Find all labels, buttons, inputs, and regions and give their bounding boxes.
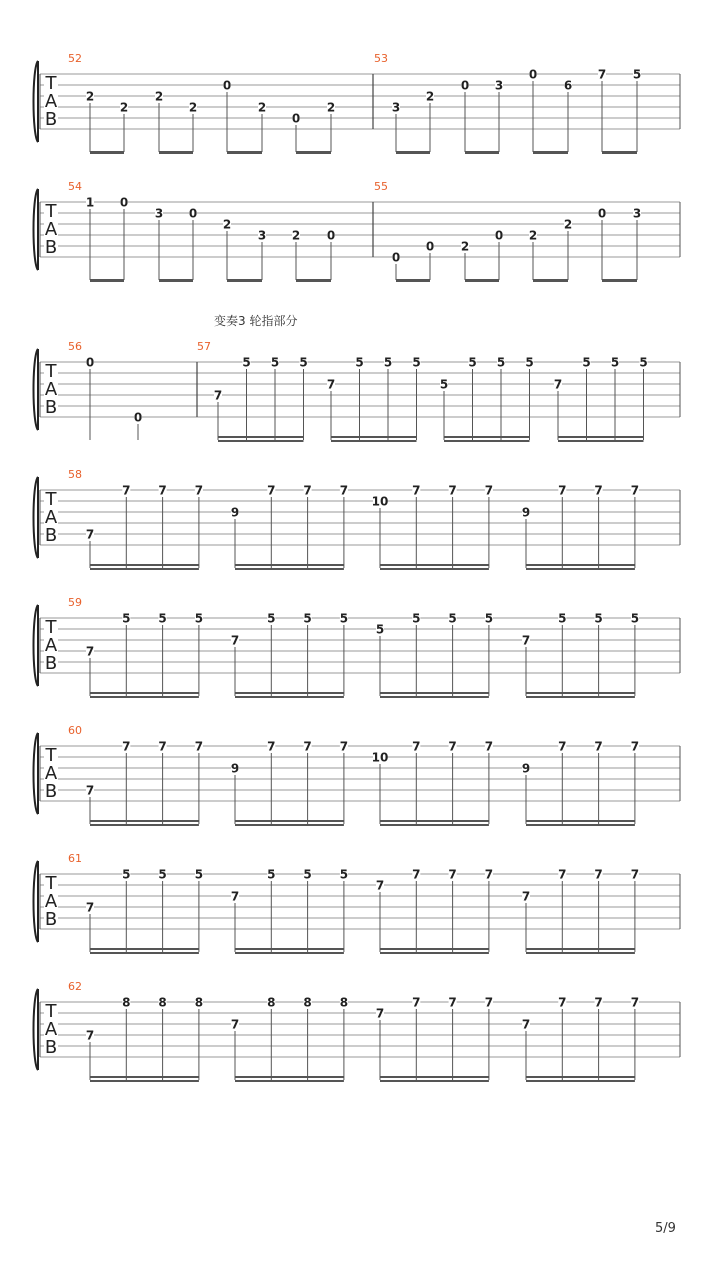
page-number: 5/9 [655,1221,676,1236]
beam [235,696,344,698]
beam-group [522,739,639,826]
fret-number: 7 [553,377,563,392]
fret-number: 7 [484,483,494,498]
fret-number: 5 [582,355,591,370]
fret-number: 5 [383,355,393,370]
tab-clef-letter: B [44,397,58,418]
note-group [392,67,641,154]
system-bracket [34,349,39,430]
fret-number: 7 [375,1006,385,1021]
fret-number: 5 [303,611,312,626]
fret-number: 2 [154,89,164,104]
note-group [392,206,641,282]
measure [68,340,142,440]
fret-number: 7 [194,739,204,754]
fret-number: 2 [257,100,267,115]
fret-number: 5 [194,867,204,882]
fret-number: 5 [122,611,131,626]
fret-number: 5 [194,611,204,626]
fret-number: 7 [267,739,276,754]
beam [465,151,499,154]
beam [227,151,262,154]
beam-group [554,355,648,442]
fret-number: 7 [194,483,204,498]
tab-clef-letter: B [44,1037,58,1058]
tab-clef-letter: T [45,361,57,382]
system-bracket [34,605,39,686]
fret-number: 2 [425,89,435,104]
beam [396,151,430,154]
beam [90,151,124,154]
fret-number: 2 [222,217,232,232]
beam [380,952,489,954]
fret-number: 0 [188,206,198,221]
fret-number: 9 [230,761,240,776]
beam [526,820,635,822]
beam-group [214,355,308,442]
beam [296,151,331,154]
beam [380,820,489,822]
fret-number: 5 [610,355,620,370]
fret-number: 7 [122,739,131,754]
beam [90,1076,199,1078]
fret-number: 7 [484,995,494,1010]
fret-number: 0 [391,250,401,265]
beam-group [440,355,534,442]
measure [373,180,641,282]
fret-number: 9 [521,505,531,520]
note-group [86,355,142,440]
fret-number: 7 [594,739,603,754]
beam [526,696,635,698]
fret-number: 10 [371,494,389,509]
beam-group [376,867,493,954]
beam-group [372,739,493,826]
system-bracket [34,477,39,558]
beam [380,696,489,698]
system-bracket [34,861,39,942]
tab-clef-letter: T [45,873,57,894]
beam [396,279,430,282]
beam [235,1076,344,1078]
beam [380,568,489,570]
fret-number: 7 [594,867,603,882]
tab-clef-letter: B [44,109,58,130]
tab-system [34,980,681,1082]
fret-number: 0 [528,67,538,82]
tab-clef-letter: T [45,201,57,222]
fret-number: 6 [563,78,573,93]
fret-number: 5 [412,355,421,370]
fret-number: 5 [303,867,312,882]
fret-number: 7 [448,483,457,498]
fret-number: 0 [85,355,95,370]
fret-number: 5 [242,355,251,370]
beam [380,824,489,826]
tab-clef-letter: B [44,909,58,930]
fret-number: 7 [326,377,336,392]
measure-number: 56 [68,340,82,353]
tab-clef-letter: A [44,91,58,112]
fret-number: 0 [133,410,143,425]
fret-number: 8 [339,995,349,1010]
beam [602,279,637,282]
fret-number: 5 [558,611,567,626]
fret-number: 0 [425,239,435,254]
beam [526,568,635,570]
beam [444,440,530,442]
fret-number: 5 [594,611,603,626]
tab-system [34,52,681,154]
fret-number: 7 [230,889,240,904]
fret-number: 3 [257,228,267,243]
fret-number: 7 [267,483,276,498]
fret-number: 7 [85,1028,95,1043]
beam [159,151,193,154]
fret-number: 7 [122,483,131,498]
fret-number: 5 [267,611,276,626]
fret-number: 5 [468,355,477,370]
beam [526,952,635,954]
measure [68,724,639,826]
beam-group [327,355,421,442]
measure [68,52,335,154]
fret-number: 7 [339,483,349,498]
fret-number: 7 [230,633,240,648]
beam [235,952,344,954]
fret-number: 5 [158,611,167,626]
beam-group [522,995,639,1082]
fret-number: 7 [230,1017,240,1032]
beam [331,436,417,438]
beam [218,440,304,442]
fret-number: 5 [299,355,308,370]
fret-number: 5 [339,867,349,882]
beam [90,279,124,282]
beam [526,564,635,566]
beam [380,692,489,694]
tab-clef-letter: T [45,617,57,638]
fret-number: 7 [521,889,531,904]
beam [227,279,262,282]
note-group [86,78,335,154]
measure-number: 60 [68,724,82,737]
tab-clef-letter: B [44,237,58,258]
fret-number: 7 [521,1017,531,1032]
fret-number: 1 [85,195,95,210]
tab-clef-letter: T [45,1001,57,1022]
section-label: 变奏3 轮指部分 [214,314,298,328]
system-bracket [34,989,39,1070]
fret-number: 5 [375,622,385,637]
beam [380,1076,489,1078]
fret-number: 7 [558,995,567,1010]
beam-group [86,867,203,954]
tab-clef-letter: B [44,525,58,546]
beam [331,440,417,442]
beam [90,1080,199,1082]
fret-number: 5 [632,67,642,82]
beam [235,824,344,826]
fret-number: 8 [303,995,312,1010]
fret-number: 0 [326,228,336,243]
measure-number: 59 [68,596,82,609]
fret-number: 7 [85,644,95,659]
tab-clef-letter: T [45,489,57,510]
fret-number: 3 [632,206,642,221]
measure-number: 55 [374,180,388,193]
fret-number: 7 [158,483,167,498]
beam [296,279,331,282]
measure-number: 57 [197,340,211,353]
beam [558,436,644,438]
fret-number: 3 [494,78,504,93]
fret-number: 7 [484,739,494,754]
fret-number: 7 [558,483,567,498]
fret-number: 2 [528,228,538,243]
fret-number: 7 [630,483,640,498]
fret-number: 2 [119,100,129,115]
measure [68,980,639,1082]
tab-system [34,340,681,442]
fret-number: 7 [339,739,349,754]
fret-number: 7 [630,995,640,1010]
measure-number: 58 [68,468,82,481]
beam [90,824,199,826]
fret-number: 5 [496,355,506,370]
fret-number: 10 [371,750,389,765]
tab-system [34,852,681,954]
fret-number: 5 [630,611,640,626]
fret-number: 5 [448,611,457,626]
fret-number: 7 [303,483,312,498]
beam-group [522,867,639,954]
tab-clef-letter: A [44,891,58,912]
beam [90,696,199,698]
fret-number: 2 [460,239,470,254]
system-bracket [34,733,39,814]
fret-number: 7 [594,995,603,1010]
beam [90,692,199,694]
measure-number: 53 [374,52,388,65]
fret-number: 7 [594,483,603,498]
measure [68,596,639,698]
fret-number: 7 [412,867,421,882]
measure-number: 54 [68,180,82,193]
beam-group [86,995,203,1082]
beam-group [372,483,493,570]
fret-number: 7 [521,633,531,648]
fret-number: 7 [303,739,312,754]
tab-clef-letter: A [44,635,58,656]
tab-clef-letter: B [44,781,58,802]
fret-number: 2 [85,89,95,104]
fret-number: 5 [270,355,280,370]
tab-system [34,724,681,826]
beam [526,1080,635,1082]
fret-number: 8 [158,995,167,1010]
tab-clef-letter: A [44,763,58,784]
fret-number: 7 [213,388,223,403]
beam [558,440,644,442]
beam [444,436,530,438]
fret-number: 7 [158,739,167,754]
tab-clef-letter: A [44,379,58,400]
measure [68,852,639,954]
beam [465,279,499,282]
fret-number: 7 [558,739,567,754]
beam [380,1080,489,1082]
fret-number: 7 [412,483,421,498]
fret-number: 9 [521,761,531,776]
fret-number: 0 [222,78,232,93]
beam [90,564,199,566]
fret-number: 7 [597,67,607,82]
tab-system [34,180,681,282]
note-group [86,195,335,282]
fret-number: 0 [119,195,129,210]
fret-number: 5 [122,867,131,882]
beam-group [86,611,203,698]
measure-number: 62 [68,980,82,993]
fret-number: 7 [412,995,421,1010]
beam [90,568,199,570]
fret-number: 7 [448,995,457,1010]
tab-clef-letter: A [44,507,58,528]
fret-number: 5 [484,611,494,626]
fret-number: 0 [494,228,504,243]
beam-group [86,739,203,826]
measure-number: 52 [68,52,82,65]
beam [526,824,635,826]
fret-number: 2 [291,228,301,243]
fret-number: 7 [448,867,457,882]
beam-group [376,995,493,1082]
fret-number: 8 [122,995,131,1010]
tab-clef-letter: A [44,1019,58,1040]
measure [68,180,335,282]
beam [235,564,344,566]
beam [235,568,344,570]
fret-number: 5 [639,355,648,370]
beam [526,692,635,694]
measure-number: 61 [68,852,82,865]
fret-number: 2 [563,217,573,232]
beam-group [231,739,348,826]
fret-number: 9 [230,505,240,520]
beam [235,1080,344,1082]
tab-clef-letter: B [44,653,58,674]
fret-number: 7 [630,739,640,754]
tab-system [34,468,681,570]
fret-number: 5 [412,611,421,626]
beam [602,151,637,154]
fret-number: 2 [326,100,336,115]
fret-number: 0 [291,111,301,126]
beam [235,820,344,822]
beam [526,1076,635,1078]
measure [373,52,641,154]
fret-number: 8 [194,995,204,1010]
beam-group [86,483,203,570]
tab-clef-letter: A [44,219,58,240]
beam-group [522,611,639,698]
fret-number: 7 [558,867,567,882]
beam [235,948,344,950]
fret-number: 5 [339,611,349,626]
fret-number: 7 [85,900,95,915]
fret-number: 7 [448,739,457,754]
fret-number: 5 [439,377,449,392]
tab-clef-letter: T [45,745,57,766]
fret-number: 5 [158,867,167,882]
beam-group [376,611,493,698]
fret-number: 7 [630,867,640,882]
beam [90,820,199,822]
beam-group [231,611,348,698]
fret-number: 8 [267,995,276,1010]
measure [197,340,648,442]
fret-number: 2 [188,100,198,115]
system-bracket [34,189,39,270]
fret-number: 3 [154,206,164,221]
beam [218,436,304,438]
fret-number: 5 [267,867,276,882]
beam-group [231,995,348,1082]
fret-number: 5 [525,355,534,370]
beam [380,564,489,566]
fret-number: 7 [85,783,95,798]
beam-group [231,867,348,954]
tab-clef-letter: T [45,73,57,94]
fret-number: 0 [597,206,607,221]
beam [90,952,199,954]
beam [533,151,568,154]
system-bracket [34,61,39,142]
fret-number: 7 [85,527,95,542]
fret-number: 7 [412,739,421,754]
beam [380,948,489,950]
beam-group [231,483,348,570]
beam [90,948,199,950]
beam [235,692,344,694]
beam [159,279,193,282]
measure [68,468,639,570]
fret-number: 0 [460,78,470,93]
beam [526,948,635,950]
fret-number: 5 [355,355,364,370]
beam-group [522,483,639,570]
fret-number: 7 [375,878,385,893]
fret-number: 7 [484,867,494,882]
beam [533,279,568,282]
fret-number: 3 [391,100,401,115]
tab-system [34,596,681,698]
